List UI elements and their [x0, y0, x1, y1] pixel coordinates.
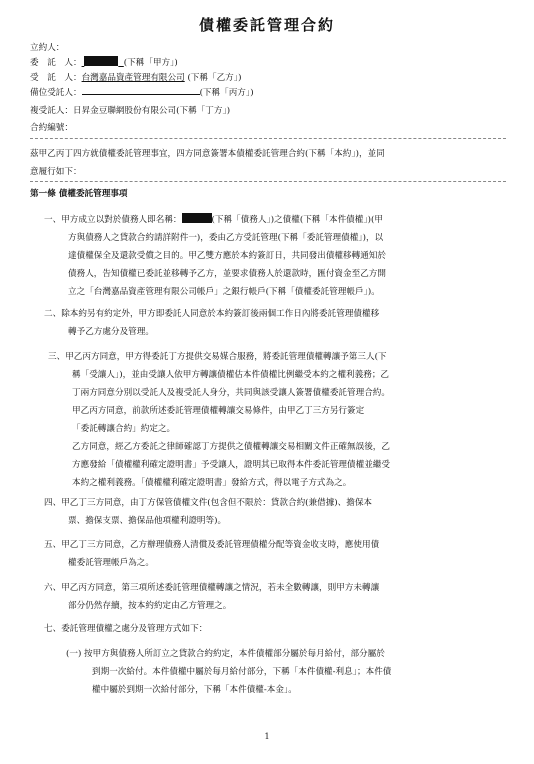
- party-a-suffix: (下稱「甲方」): [123, 58, 178, 68]
- contract-number: 合約編號：: [30, 123, 73, 133]
- party-b-label: 受 託 人：: [30, 73, 82, 83]
- redacted-block: [84, 56, 118, 66]
- intro: 茲甲乙丙丁四方就債權委託管理事宜，四方同意簽署本債權委託管理合約(下稱「本約」)，並同 意履行如下：: [30, 149, 385, 177]
- article-1-title: 第一條 債權委託管理事項: [30, 189, 128, 199]
- party-a-line: [30, 56, 178, 68]
- article-1-item-5: 五、甲乙丁三方同意，乙方辦理債務人清償及委託管理債權分配等資金收支時，應使用債 權委託管理帳戶為之。: [44, 540, 380, 568]
- article-1-item-1: 一、甲方成立以對於債務人即名稱： (下稱「債務人」)之債權(下稱「本件債權」)(甲 方與債務人之貸款合約請詳附件一)，委由乙方受託管理(下稱「委託管理債權」)，以 達債權保全及還款受償之目的。甲乙雙方應於本約簽訂日，共同發出債權移轉通知於 債務人，告知債權已委託並移轉予乙方，並要求債務人於還款時，匯付資金至乙方開 立之「台灣嘉品資產管理有限公司帳戶」之銀行帳戶(下稱「債權委託管理帳戶」)。: [44, 215, 386, 297]
- party-c-suffix: (下稱「丙方」): [199, 88, 254, 98]
- party-d-line: [30, 104, 230, 116]
- page-title: 債權委託管理合約: [198, 16, 335, 34]
- parties-header: 立約人：: [30, 43, 65, 53]
- party-a-label: 委 託 人：: [30, 58, 82, 68]
- party-c-blank: [82, 86, 200, 95]
- article-1-item-2: 二、除本約另有約定外，甲方即委託人同意於本約簽訂後兩個工作日內將委託管理債權移 轉予乙方處分及管理。: [44, 309, 380, 337]
- article-1-item-7-sub-1: (一) 按甲方與債務人所訂立之貸款合約約定，本件債權部分屬於每月給付，部分屬於 到期一次給付。本件債權中屬於每月給付部分，下稱「本件債權-利息」；本件債 權中屬於到期一次給付部分，下稱「本件債權-本金」。: [66, 649, 392, 695]
- divider: [30, 181, 506, 182]
- party-c-label: 備位受託人：: [30, 88, 82, 98]
- divider: [30, 138, 506, 139]
- article-1-item-4: 四、甲乙丁三方同意，由丁方保管債權文件(包含但不限於：貸款合約(兼借據)、擔保本 票、擔保支票、擔保品他項權利證明等)。: [44, 498, 373, 526]
- party-b-name: 台灣嘉品資產管理有限公司: [81, 73, 185, 83]
- page-number: 1: [264, 732, 270, 741]
- article-1-item-7: 七、委託管理債權之處分及管理方式如下：: [44, 624, 208, 634]
- article-1-item-3: 三、甲乙丙方同意，甲方得委託丁方提供交易媒合服務，將委託管理債權轉讓予第三人(下 稱「受讓人」)，並由受讓人依甲方轉讓債權估本件債權比例繼受本約之權利義務；乙 丁兩方同意分別以受託人及複受託人身分，共同與該受讓人簽署債權委託管理合約。 甲乙丙方同意，前款所述委託管理債權轉讓交易條件，由甲乙丁三方另行簽定 「委託轉讓合約」約定之。 乙方同意，經乙方委託之律師確認丁方提供之債權轉讓交易相關文件正確無誤後，乙 方應發給「債權權利確定證明書」予受讓人，證明其已取得本件委託管理債權並繼受 本約之權利義務。「債權權利確定證明書」發給方式，得以電子方式為之。: [48, 352, 390, 488]
- party-d-suffix: (下稱「丁方」): [176, 106, 231, 116]
- redacted-block: [182, 213, 212, 223]
- article-1-item-6: 六、甲乙丙方同意，第三項所述委託管理債權轉讓之情況，若未全數轉讓，則甲方未轉讓 部分仍然存續，按本約約定由乙方管理之。: [44, 583, 380, 611]
- party-c-line: [30, 86, 254, 98]
- party-a-name-blank: [82, 58, 124, 68]
- party-d-label: 複受託人：: [30, 106, 73, 116]
- party-b-suffix: (下稱「乙方」): [187, 73, 242, 83]
- party-b-line: [30, 71, 241, 83]
- party-d-name: 日昇金豆聯網股份有限公司: [72, 106, 177, 116]
